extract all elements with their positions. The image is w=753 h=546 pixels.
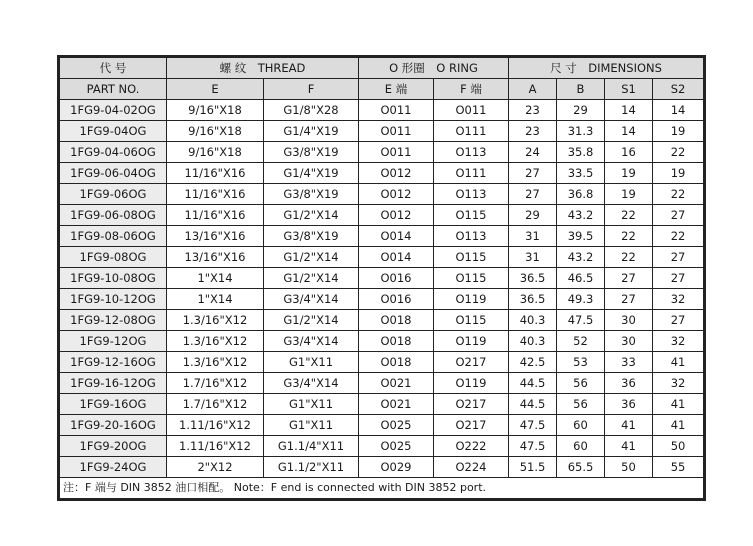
cell-oring-f: O119 xyxy=(434,331,509,352)
cell-oring-e: O014 xyxy=(359,226,434,247)
cell-part-no: 1FG9-06-04OG xyxy=(60,163,167,184)
table-row xyxy=(60,121,704,142)
cell-dim-s1: 36 xyxy=(605,373,653,394)
cell-oring-f: O217 xyxy=(434,415,509,436)
cell-dim-s1: 27 xyxy=(605,289,653,310)
cell-oring-e: O018 xyxy=(359,352,434,373)
cell-dim-s2: 41 xyxy=(653,415,704,436)
cell-oring-e: O021 xyxy=(359,373,434,394)
header-part-no: PART NO. xyxy=(60,79,167,100)
table-row xyxy=(60,352,704,373)
cell-dim-s2: 32 xyxy=(653,331,704,352)
table-body xyxy=(60,100,704,478)
cell-thread-e: 1"X14 xyxy=(167,289,264,310)
table-row xyxy=(60,163,704,184)
cell-thread-f: G1/4"X19 xyxy=(264,121,359,142)
cell-thread-e: 9/16"X18 xyxy=(167,142,264,163)
cell-oring-e: O016 xyxy=(359,289,434,310)
cell-dim-s2: 32 xyxy=(653,289,704,310)
cell-thread-f: G1/2"X14 xyxy=(264,247,359,268)
cell-oring-f: O113 xyxy=(434,226,509,247)
cell-dim-a: 40.3 xyxy=(509,310,557,331)
cell-part-no: 1FG9-04-02OG xyxy=(60,100,167,121)
cell-thread-f: G1"X11 xyxy=(264,394,359,415)
cell-part-no: 1FG9-08OG xyxy=(60,247,167,268)
cell-oring-f: O113 xyxy=(434,184,509,205)
cell-thread-f: G1.1/2"X11 xyxy=(264,457,359,478)
cell-part-no: 1FG9-04-06OG xyxy=(60,142,167,163)
table-row xyxy=(60,331,704,352)
header-row-columns xyxy=(60,79,704,100)
cell-thread-f: G1.1/4"X11 xyxy=(264,436,359,457)
cell-thread-e: 1.7/16"X12 xyxy=(167,394,264,415)
cell-dim-s2: 22 xyxy=(653,142,704,163)
cell-oring-f: O115 xyxy=(434,247,509,268)
cell-dim-s2: 41 xyxy=(653,394,704,415)
cell-thread-e: 11/16"X16 xyxy=(167,163,264,184)
table-row xyxy=(60,310,704,331)
cell-dim-a: 27 xyxy=(509,163,557,184)
cell-thread-e: 13/16"X16 xyxy=(167,226,264,247)
table-row xyxy=(60,100,704,121)
table-row xyxy=(60,247,704,268)
cell-part-no: 1FG9-12-16OG xyxy=(60,352,167,373)
cell-part-no: 1FG9-24OG xyxy=(60,457,167,478)
cell-dim-b: 29 xyxy=(557,100,605,121)
cell-dim-s2: 27 xyxy=(653,310,704,331)
cell-dim-b: 53 xyxy=(557,352,605,373)
cell-oring-e: O016 xyxy=(359,268,434,289)
cell-dim-s1: 16 xyxy=(605,142,653,163)
cell-thread-e: 1.7/16"X12 xyxy=(167,373,264,394)
cell-dim-s2: 41 xyxy=(653,352,704,373)
cell-dim-b: 47.5 xyxy=(557,310,605,331)
table-row xyxy=(60,184,704,205)
cell-thread-e: 11/16"X16 xyxy=(167,184,264,205)
cell-dim-s1: 50 xyxy=(605,457,653,478)
cell-oring-e: O029 xyxy=(359,457,434,478)
cell-thread-e: 1.11/16"X12 xyxy=(167,415,264,436)
cell-dim-b: 49.3 xyxy=(557,289,605,310)
cell-oring-f: O222 xyxy=(434,436,509,457)
cell-dim-b: 60 xyxy=(557,415,605,436)
header-a: A xyxy=(509,79,557,100)
cell-dim-a: 23 xyxy=(509,121,557,142)
table-note: 注：F 端与 DIN 3852 油口相配。 Note：F end is connected with DIN 3852 port. xyxy=(60,478,704,499)
cell-dim-a: 51.5 xyxy=(509,457,557,478)
cell-dim-a: 47.5 xyxy=(509,415,557,436)
cell-dim-b: 46.5 xyxy=(557,268,605,289)
cell-dim-a: 23 xyxy=(509,100,557,121)
cell-dim-s2: 32 xyxy=(653,373,704,394)
header-e: E xyxy=(167,79,264,100)
cell-oring-e: O021 xyxy=(359,394,434,415)
cell-oring-f: O011 xyxy=(434,100,509,121)
table-row xyxy=(60,415,704,436)
cell-part-no: 1FG9-10-08OG xyxy=(60,268,167,289)
cell-part-no: 1FG9-20OG xyxy=(60,436,167,457)
table-row xyxy=(60,205,704,226)
cell-oring-f: O119 xyxy=(434,289,509,310)
cell-part-no: 1FG9-12OG xyxy=(60,331,167,352)
cell-thread-e: 2"X12 xyxy=(167,457,264,478)
cell-oring-e: O012 xyxy=(359,184,434,205)
cell-thread-f: G3/8"X19 xyxy=(264,184,359,205)
cell-part-no: 1FG9-16-12OG xyxy=(60,373,167,394)
cell-oring-e: O012 xyxy=(359,163,434,184)
cell-thread-e: 1.3/16"X12 xyxy=(167,310,264,331)
cell-part-no: 1FG9-10-12OG xyxy=(60,289,167,310)
cell-dim-b: 56 xyxy=(557,373,605,394)
cell-dim-a: 44.5 xyxy=(509,394,557,415)
cell-dim-b: 33.5 xyxy=(557,163,605,184)
table-row xyxy=(60,142,704,163)
cell-dim-a: 36.5 xyxy=(509,289,557,310)
cell-part-no: 1FG9-04OG xyxy=(60,121,167,142)
cell-oring-e: O018 xyxy=(359,331,434,352)
cell-dim-s2: 27 xyxy=(653,247,704,268)
cell-dim-a: 36.5 xyxy=(509,268,557,289)
header-oring: O 形圈 O RING xyxy=(359,58,509,79)
cell-thread-f: G1"X11 xyxy=(264,352,359,373)
cell-oring-e: O011 xyxy=(359,100,434,121)
cell-dim-s1: 30 xyxy=(605,310,653,331)
cell-oring-f: O217 xyxy=(434,352,509,373)
cell-dim-s1: 27 xyxy=(605,268,653,289)
cell-dim-b: 31.3 xyxy=(557,121,605,142)
dimensions-table xyxy=(59,57,704,499)
cell-thread-f: G1/2"X14 xyxy=(264,205,359,226)
cell-oring-e: O012 xyxy=(359,205,434,226)
cell-oring-f: O115 xyxy=(434,310,509,331)
cell-thread-f: G3/8"X19 xyxy=(264,142,359,163)
cell-thread-e: 9/16"X18 xyxy=(167,121,264,142)
cell-thread-f: G1/4"X19 xyxy=(264,163,359,184)
cell-dim-s1: 14 xyxy=(605,121,653,142)
cell-dim-s1: 41 xyxy=(605,415,653,436)
cell-dim-b: 35.8 xyxy=(557,142,605,163)
note-row xyxy=(60,478,704,499)
cell-part-no: 1FG9-20-16OG xyxy=(60,415,167,436)
cell-dim-a: 40.3 xyxy=(509,331,557,352)
cell-oring-e: O018 xyxy=(359,310,434,331)
cell-part-no: 1FG9-16OG xyxy=(60,394,167,415)
header-f-port: F 端 xyxy=(434,79,509,100)
cell-dim-s1: 36 xyxy=(605,394,653,415)
cell-dim-b: 43.2 xyxy=(557,247,605,268)
cell-oring-f: O115 xyxy=(434,205,509,226)
cell-part-no: 1FG9-12-08OG xyxy=(60,310,167,331)
cell-thread-f: G3/8"X19 xyxy=(264,226,359,247)
cell-thread-f: G1"X11 xyxy=(264,415,359,436)
cell-oring-e: O014 xyxy=(359,247,434,268)
cell-thread-e: 9/16"X18 xyxy=(167,100,264,121)
header-dimensions: 尺 寸 DIMENSIONS xyxy=(509,58,704,79)
cell-dim-b: 36.8 xyxy=(557,184,605,205)
cell-thread-e: 1.11/16"X12 xyxy=(167,436,264,457)
cell-dim-s2: 14 xyxy=(653,100,704,121)
table-row xyxy=(60,226,704,247)
header-s2: S2 xyxy=(653,79,704,100)
cell-thread-e: 1.3/16"X12 xyxy=(167,331,264,352)
cell-dim-s1: 30 xyxy=(605,331,653,352)
cell-oring-f: O224 xyxy=(434,457,509,478)
cell-dim-a: 29 xyxy=(509,205,557,226)
cell-dim-a: 31 xyxy=(509,247,557,268)
cell-dim-b: 39.5 xyxy=(557,226,605,247)
table-row xyxy=(60,457,704,478)
cell-thread-f: G1/2"X14 xyxy=(264,310,359,331)
cell-oring-f: O111 xyxy=(434,163,509,184)
table-row xyxy=(60,373,704,394)
cell-thread-f: G3/4"X14 xyxy=(264,331,359,352)
cell-dim-b: 56 xyxy=(557,394,605,415)
cell-dim-s1: 22 xyxy=(605,205,653,226)
cell-dim-b: 52 xyxy=(557,331,605,352)
cell-dim-s2: 27 xyxy=(653,205,704,226)
cell-oring-e: O011 xyxy=(359,121,434,142)
cell-part-no: 1FG9-06-08OG xyxy=(60,205,167,226)
cell-dim-s2: 22 xyxy=(653,226,704,247)
header-b: B xyxy=(557,79,605,100)
cell-thread-f: G3/4"X14 xyxy=(264,373,359,394)
cell-oring-f: O113 xyxy=(434,142,509,163)
cell-dim-a: 47.5 xyxy=(509,436,557,457)
table-row xyxy=(60,436,704,457)
table-row xyxy=(60,394,704,415)
cell-dim-a: 31 xyxy=(509,226,557,247)
table-row xyxy=(60,268,704,289)
cell-dim-s1: 22 xyxy=(605,226,653,247)
cell-dim-s1: 19 xyxy=(605,184,653,205)
cell-oring-e: O025 xyxy=(359,415,434,436)
cell-dim-s2: 22 xyxy=(653,184,704,205)
cell-thread-f: G1/8"X28 xyxy=(264,100,359,121)
cell-dim-a: 44.5 xyxy=(509,373,557,394)
cell-thread-e: 1.3/16"X12 xyxy=(167,352,264,373)
cell-oring-f: O217 xyxy=(434,394,509,415)
header-thread: 螺 纹 THREAD xyxy=(167,58,359,79)
cell-dim-a: 42.5 xyxy=(509,352,557,373)
cell-oring-e: O011 xyxy=(359,142,434,163)
cell-oring-e: O025 xyxy=(359,436,434,457)
cell-dim-s1: 33 xyxy=(605,352,653,373)
cell-thread-e: 1"X14 xyxy=(167,268,264,289)
header-e-port: E 端 xyxy=(359,79,434,100)
cell-dim-a: 24 xyxy=(509,142,557,163)
cell-part-no: 1FG9-08-06OG xyxy=(60,226,167,247)
cell-dim-s2: 27 xyxy=(653,268,704,289)
cell-thread-e: 11/16"X16 xyxy=(167,205,264,226)
header-row-group xyxy=(60,58,704,79)
cell-part-no: 1FG9-06OG xyxy=(60,184,167,205)
cell-thread-f: G3/4"X14 xyxy=(264,289,359,310)
cell-thread-e: 13/16"X16 xyxy=(167,247,264,268)
header-f: F xyxy=(264,79,359,100)
cell-dim-b: 43.2 xyxy=(557,205,605,226)
cell-dim-s2: 19 xyxy=(653,121,704,142)
cell-dim-s2: 50 xyxy=(653,436,704,457)
cell-dim-s1: 14 xyxy=(605,100,653,121)
table-row xyxy=(60,289,704,310)
cell-thread-f: G1/2"X14 xyxy=(264,268,359,289)
cell-oring-f: O111 xyxy=(434,121,509,142)
cell-dim-s2: 55 xyxy=(653,457,704,478)
cell-dim-b: 60 xyxy=(557,436,605,457)
header-code-cn: 代 号 xyxy=(60,58,167,79)
header-s1: S1 xyxy=(605,79,653,100)
cell-dim-a: 27 xyxy=(509,184,557,205)
cell-dim-s1: 22 xyxy=(605,247,653,268)
cell-oring-f: O115 xyxy=(434,268,509,289)
cell-dim-s1: 19 xyxy=(605,163,653,184)
cell-dim-s1: 41 xyxy=(605,436,653,457)
cell-dim-s2: 19 xyxy=(653,163,704,184)
cell-oring-f: O119 xyxy=(434,373,509,394)
cell-dim-b: 65.5 xyxy=(557,457,605,478)
